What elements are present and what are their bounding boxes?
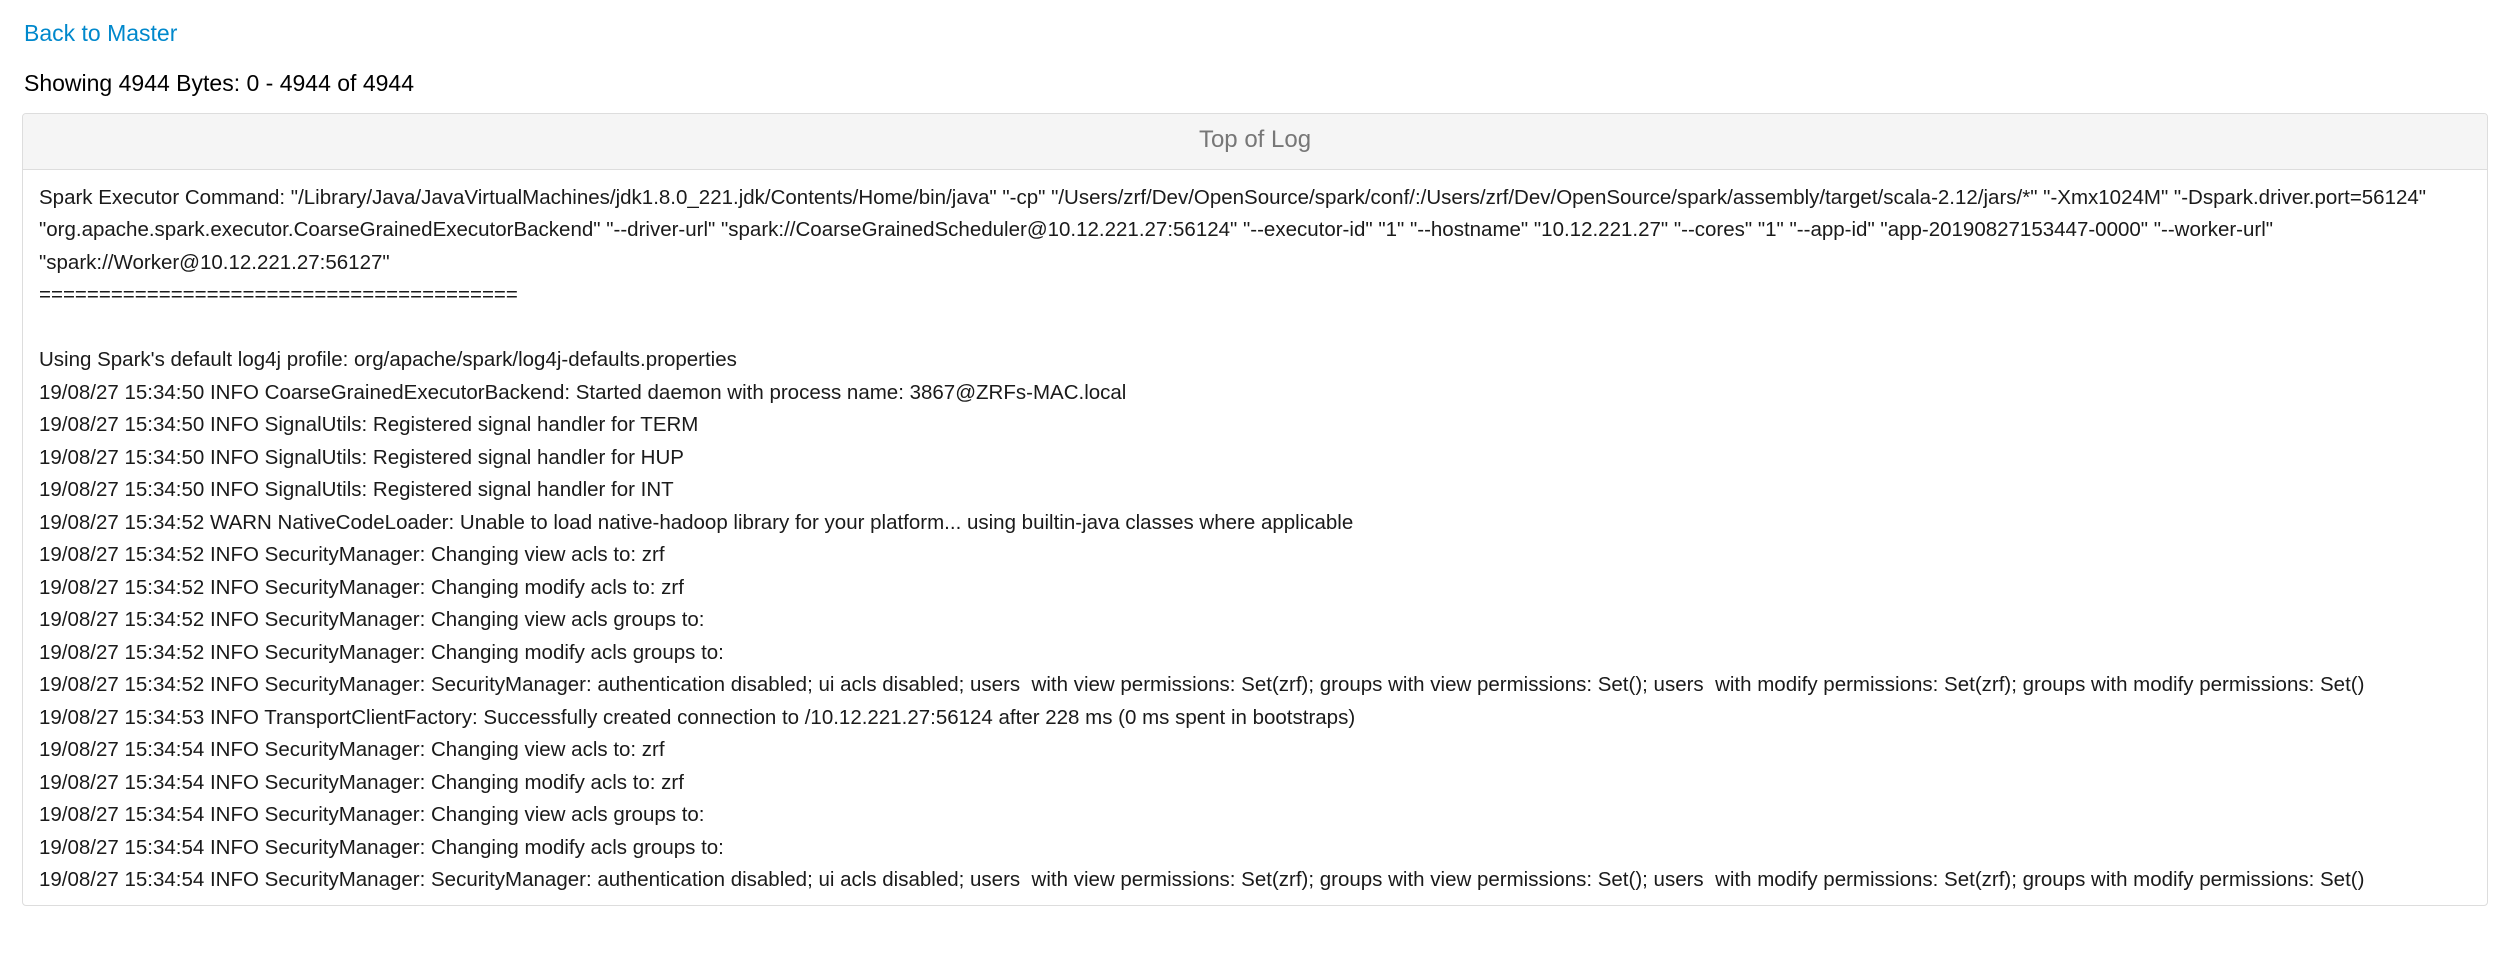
log-line: 19/08/27 15:34:54 INFO SecurityManager: Changing view acls groups to: (39, 803, 705, 827)
log-line: 19/08/27 15:34:50 INFO SignalUtils: Registered signal handler for INT (39, 478, 674, 502)
log-line: Using Spark's default log4j profile: org/apache/spark/log4j-defaults.properties (39, 348, 737, 372)
log-line: 19/08/27 15:34:52 INFO SecurityManager: Changing view acls groups to: (39, 608, 705, 632)
log-line: 19/08/27 15:34:52 INFO SecurityManager: Changing view acls to: zrf (39, 543, 665, 567)
log-line: 19/08/27 15:34:54 INFO SecurityManager: Changing modify acls groups to: (39, 835, 724, 859)
log-line: 19/08/27 15:34:52 INFO SecurityManager: Changing modify acls to: zrf (39, 575, 684, 599)
log-line: 19/08/27 15:34:54 INFO SecurityManager: Changing modify acls to: zrf (39, 770, 684, 794)
showing-bytes-status: Showing 4944 Bytes: 0 - 4944 of 4944 (24, 69, 415, 96)
log-line: 19/08/27 15:34:54 INFO SecurityManager: Changing view acls to: zrf (39, 738, 665, 762)
log-line: 19/08/27 15:34:53 INFO TransportClientFactory: Successfully created connection to /10.12.221.27:56124 after 228 ms (0 ms spent in bootstraps) (39, 705, 1356, 729)
log-line: 19/08/27 15:34:52 INFO SecurityManager: SecurityManager: authentication disabled; ui acls disabled; users with view permissions: Set(zrf); groups with view permissions: Set(); users with modify permissions: Set(zrf); groups with modify permissions: Set() (39, 673, 2365, 697)
log-line: 19/08/27 15:34:50 INFO CoarseGrainedExecutorBackend: Started daemon with process name: 3867@ZRFs-MAC.local (39, 380, 1127, 404)
log-line: Spark Executor Command: "/Library/Java/JavaVirtualMachines/jdk1.8.0_221.jdk/Contents/Home/bin/java" "-cp" "/Users/zrf/Dev/OpenSource/spark/conf/:/Users/zrf/Dev/OpenSource/spark/assembly/target/scala-2.12/jars/*" "-Xmx1024M" "-Dspark.driver.port=56124" "org.apache.spark.executor.CoarseGrainedExecutorBackend" "--driver-url" "spark://CoarseGrainedScheduler@10.12.221.27:56124" "--executor-id" "1" "--hostname" "10.12.221.27" "--cores" "1" "--app-id" "app-20190827153447-0000" "--worker-url" "spark://Worker@10.12.221.27:56127" (39, 185, 2432, 274)
log-line (39, 312, 2471, 345)
log-content[interactable] (23, 170, 2487, 905)
log-line: 19/08/27 15:34:52 WARN NativeCodeLoader: Unable to load native-hadoop library for your platform... using builtin-java classes where applicable (39, 510, 1354, 534)
log-line: 19/08/27 15:34:50 INFO SignalUtils: Registered signal handler for HUP (39, 445, 684, 469)
back-to-master-link[interactable]: Back to Master (24, 20, 178, 46)
log-panel-header: Top of Log (23, 114, 2487, 170)
log-panel (22, 113, 2488, 906)
log-line: 19/08/27 15:34:50 INFO SignalUtils: Registered signal handler for TERM (39, 413, 699, 437)
log-line: 19/08/27 15:34:52 INFO SecurityManager: Changing modify acls groups to: (39, 640, 724, 664)
log-line: 19/08/27 15:34:54 INFO SecurityManager: SecurityManager: authentication disabled; ui acls disabled; users with view permissions: Set(zrf); groups with view permissions: Set(); users with modify permissions: Set(zrf); groups with modify permissions: Set() (39, 868, 2365, 892)
log-line: ======================================== (39, 283, 518, 307)
